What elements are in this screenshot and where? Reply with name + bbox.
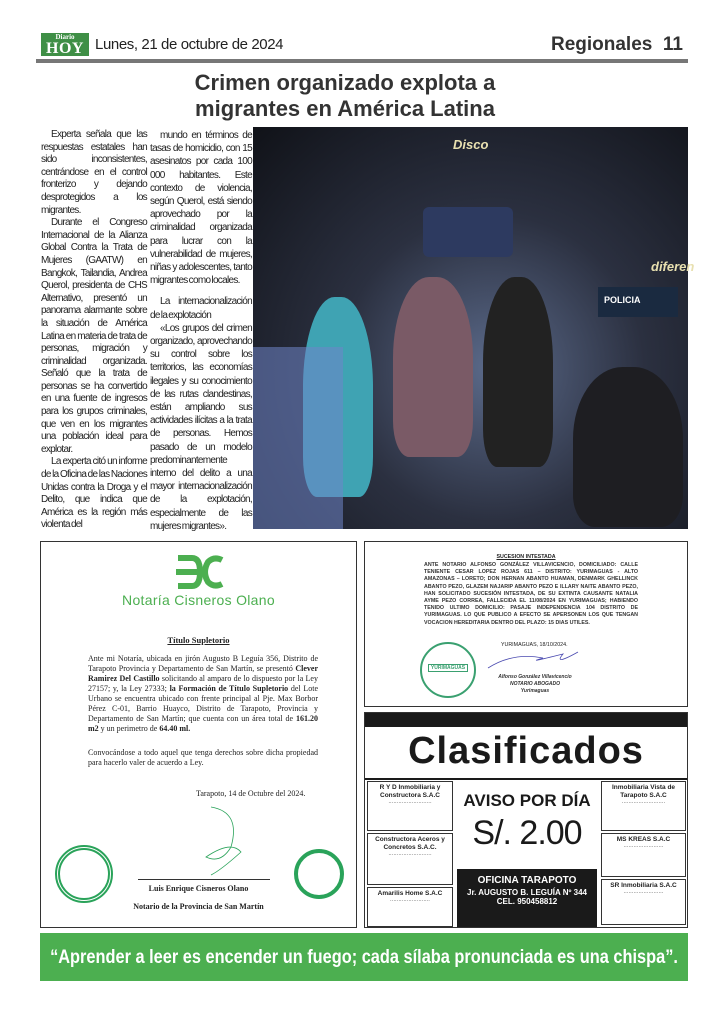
article-photo	[253, 127, 695, 529]
paragraph: Durante el Congreso Internacional de la Alianza Global Contra la Trata de Mujeres (GAATW) en Bangkok, Tailandia, Andrea Querol, presidenta de CHS Alternativo, presentó un panorama alarmante sobre la situación de América Latina en materia de trata de personas, migración y criminalidad organizada. Señaló que la trata de personas se ha convertido en una fuente de ingresos para los grupos criminales, que ven en los migrantes una población ideal para explotar.	[41, 217, 147, 455]
body-text: solicitando al amparo de lo dispuesto por la Ley 27157; y, la Ley 27333;	[88, 674, 318, 693]
article-column-1	[41, 129, 147, 532]
paragraph: Experta señala que las respuestas estatales han sido inconsistentes, centrándose en el control fronterizo y dejando desprotegidos a los migrantes.	[41, 129, 147, 216]
office-address: Jr. AUGUSTO B. LEGUÍA Nº 344	[467, 888, 587, 897]
clasificados-section	[364, 712, 688, 928]
ad-title: MS KREAS S.A.C	[616, 836, 671, 843]
clasificados-title: Clasificados	[408, 730, 644, 772]
office-name: OFICINA TARAPOTO	[477, 875, 577, 886]
notice-body: ANTE NOTARIO ALFONSO GONZÁLEZ VILLAVICENCIO, DOMICILIADO: CALLE TENIENTE CESAR LOPEZ ROJAS 611 – DISTRITO: YURIMAGUAS - ALTO AMAZONAS – LORETO; DON HERNAN ABANTO HUAMAN, DENMARK GHELLINCK ABANTO PEZO, GLAZEM NAJARIP ABANTO PEZO E ILLARY NAITE ABANTO PEZO, HAN SOLICITADO SUCESIÓN INTESTADA, DE SU EXTINTA CAUSANTE NATALIA AYME PEZO CORREA, FALLECIDA EL 11/08/2024 EN YURIMAGUAS; HABIENDO TENIDO ULTIMO DOMICILIO: PASAJE INDEPENDENCIA 104 DISTRITO DE YURIMAGUAS. LO QUE PUBLICO A EFECTO SE APERSONEN LOS QUE TENGAN VOCACION HEREDITARIA DENTRO DEL PLAZO: 15 DIAS UTILES.	[424, 562, 638, 626]
applicant-name: Clever Ramirez Del Castillo	[88, 664, 318, 683]
ad-title: Constructora Aceros y Concretos S.A.C.	[375, 836, 445, 851]
header-rule	[36, 59, 688, 63]
photo-sign: Disco	[453, 137, 489, 152]
notaria-brand: Notaría Cisneros Olano	[122, 592, 275, 608]
article-column-2	[150, 129, 252, 533]
notaria-notice	[40, 541, 357, 928]
photo-figure	[573, 367, 683, 527]
body-text-bold: la Formación de Título Supletorio	[169, 684, 289, 693]
ad-title: SR Inmobiliaria S.A.C	[610, 882, 677, 889]
signer-block	[485, 674, 585, 695]
notary-seal-icon	[294, 849, 344, 899]
photo-sign: diferen	[651, 259, 695, 274]
place-date: Tarapoto, 14 de Octubre del 2024.	[196, 789, 306, 798]
classified-ad[interactable]: Constructora Aceros y Concretos S.A.C. ··························	[367, 833, 453, 885]
classified-ad[interactable]: SR Inmobiliaria S.A.C ························	[601, 879, 686, 925]
ad-title: Inmobiliaria Vista de Tarapoto S.A.C	[611, 784, 676, 799]
issue-date: Lunes, 21 de octubre de 2024	[95, 36, 284, 53]
ad-title: R Y D Inmobiliaria y Constructora S.A.C	[379, 784, 441, 799]
office-phone: CEL. 950458812	[496, 897, 558, 906]
body-text: Ante mi Notaría, ubicada en jirón Augusto B Leguía 356, Distrito de Tarapoto Provincia y Departamento de San Martín, se presentó	[88, 654, 318, 673]
notary-seal-icon	[55, 845, 113, 903]
photo-chairs	[253, 347, 343, 529]
logo-big-text: HOY	[46, 40, 84, 57]
signer-place: Yurimaguas	[520, 688, 550, 694]
photo-figure	[483, 277, 553, 467]
police-sign	[598, 287, 678, 317]
section-page	[551, 34, 683, 56]
signature-line	[138, 879, 270, 880]
signer-name: Alfonso González Villavicencio	[498, 674, 572, 680]
paragraph: «Los grupos del crimen organizado, aprovechando su control sobre los territorios, las economías ilegales y su conocimiento de las rutas clandestinas, están ampliando sus actividades ilícitas a la trata de personas. Hemos pasado de un modelo predominantemente interno del delito a una mayor internacionalización de la explotación, especialmente de las mujeres migrantes».	[150, 322, 252, 532]
paragraph: mundo en términos de tasas de homicidio, con 15 asesinatos por cada 100 000 habitantes. Este contexto de violencia, según Querol, está siendo aprovechado por la criminalidad organizada para lucrar con la vulnerabilidad de mujeres, niñas y adolescentes, tanto migrantes como locales.	[150, 130, 252, 287]
paragraph: La experta citó un informe de la Oficina de las Naciones Unidas contra la Droga y el Delito, que indica que América es la región más violenta del	[41, 456, 147, 531]
office-box	[457, 869, 597, 927]
photo-figure	[393, 277, 473, 457]
police-sign-text: POLICIA	[604, 295, 641, 305]
article-title: Crimen organizado explota a migrantes en América Latina	[194, 70, 496, 121]
price: S/. 2.00	[472, 814, 582, 852]
classified-ad[interactable]: Inmobiliaria Vista de Tarapoto S.A.C ··························	[601, 781, 686, 831]
photo-table	[423, 207, 513, 257]
classified-ad[interactable]: MS KREAS S.A.C ························	[601, 833, 686, 877]
signer-name: Luis Enrique Cisneros Olano	[148, 884, 249, 893]
quote-banner	[40, 933, 688, 981]
signature-icon	[483, 648, 583, 672]
area-value: 161.20 m2	[88, 714, 318, 733]
signer-title: Notario de la Provincia de San Martín	[133, 902, 264, 911]
notaria-logo-icon	[174, 554, 226, 590]
notice-heading: SUCESION INTESTADA	[496, 554, 556, 560]
section-name: Regionales	[550, 34, 653, 55]
notary-stamp-icon	[420, 642, 476, 698]
divider	[365, 778, 687, 780]
classified-ad[interactable]: R Y D Inmobiliaria y Constructora S.A.C ··························	[367, 781, 453, 831]
sucesion-notice	[364, 541, 688, 707]
notice-body	[88, 654, 318, 734]
ad-title: Amarilis Home S.A.C	[377, 890, 443, 897]
place-date: YURIMAGUAS, 18/10/2024.	[501, 642, 568, 648]
body-text: del Lote Urbano se encuentra ubicado con frente principal al Pje. Max Borbor Pérez C-01, Barrio Huayco, Distrito de Tarapoto, Provincia y Departamento de San Martín; que cuenta con un área total de	[88, 684, 318, 723]
perimeter-value: 64.40 ml.	[159, 724, 191, 733]
page-number: 11	[662, 34, 683, 55]
newspaper-logo	[41, 33, 89, 56]
classified-ad[interactable]: Amarilis Home S.A.C ························	[367, 887, 453, 927]
signature-icon	[191, 802, 261, 877]
logo-small-text: Diario	[55, 33, 75, 41]
body-text: y un perimetro de	[98, 724, 160, 733]
notice-heading: Título Supletorio	[167, 635, 230, 645]
clasificados-top-band	[365, 713, 687, 727]
notice-closing: Convocándose a todo aquel que tenga derechos sobre dicha propiedad para hacerlo valer de acuerdo a Ley.	[88, 748, 318, 767]
quote-text: “Aprender a leer es encender un fuego; cada sílaba pronunciada es una chispa”.	[50, 946, 678, 968]
signer-title: NOTARIO ABOGADO	[510, 681, 560, 687]
subheading: La internacionalización de la explotación	[150, 296, 252, 321]
aviso-label: AVISO POR DÍA	[463, 791, 591, 810]
stamp-text: YURIMAGUAS	[428, 664, 468, 672]
